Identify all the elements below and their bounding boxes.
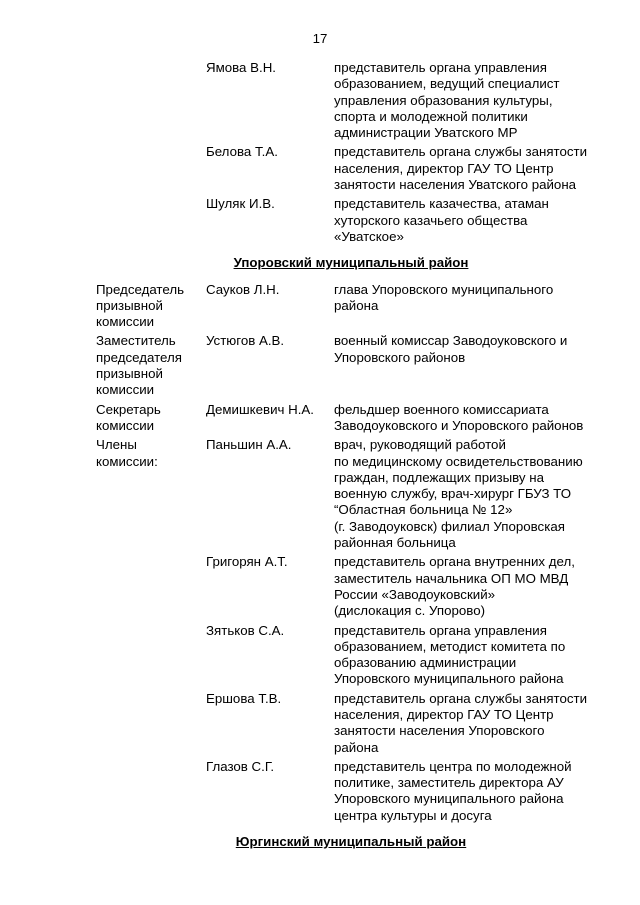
member-position [334,759,609,824]
member-position-line: центра культуры и досуга [334,807,492,823]
member-name: Зятьков С.А. [206,622,285,638]
member-row [96,333,616,398]
member-name: Демишкевич Н.А. [206,401,314,417]
member-position-line: представитель органа службы занятости [334,690,588,706]
member-position [334,623,609,688]
member-position-line: образованием, методист комитета по [334,638,566,654]
member-position-line: (дислокация с. Упорово) [334,603,486,619]
member-position-line: «Уватское» [334,228,404,244]
member-name: Шуляк И.В. [206,196,275,212]
member-position-line: Упоровского муниципального района [334,671,564,687]
member-role-line: призывной [96,297,163,313]
member-position [334,333,609,366]
member-position-line: врач, руководящий работой [334,437,506,453]
member-position-line: по медицинскому освидетельствованию [334,453,583,469]
member-position-line: Упоровского районов [334,349,466,365]
member-position-line: спорта и молодежной политики [334,108,528,124]
member-row [96,759,616,824]
member-position [334,437,609,551]
member-role-line: комиссии [96,417,155,433]
member-position-line: представитель органа службы занятости [334,144,588,160]
member-position-line: заместитель начальника ОП МО МВД [334,570,569,586]
page-number: 17 [312,31,328,46]
member-name: Паньшин А.А. [206,437,292,453]
member-position-line: образованию администрации [334,655,517,671]
member-position [334,554,609,619]
member-position-line: граждан, подлежащих призыву на [334,469,545,485]
member-role-line: Председатель [96,281,185,297]
member-position-line: района [334,297,379,313]
member-role-line: председателя [96,349,182,365]
member-name: Ершова Т.В. [206,690,282,706]
member-role-line: комиссии [96,314,155,330]
member-position-line: представитель органа внутренних дел, [334,554,575,570]
member-name: Григорян А.Т. [206,554,288,570]
member-row [96,144,616,193]
member-role-line: Секретарь [96,401,161,417]
member-position-line: занятости населения Упоровского [334,723,545,739]
member-position-line: населения, директор ГАУ ТО Центр [334,706,554,722]
member-row [96,60,616,141]
member-position-line: представитель органа управления [334,622,547,638]
member-role [96,282,206,331]
member-row [96,691,616,756]
member-role-line: Заместитель [96,333,176,349]
member-name: Ямова В.Н. [206,60,277,75]
member-row [96,437,616,551]
member-position [334,196,609,245]
member-role [96,402,206,435]
member-row [96,554,616,619]
rows-uporovsky [96,282,616,825]
member-position-line: “Областная больница № 12» [334,502,513,518]
member-position [334,60,609,141]
member-role [96,333,206,398]
rows-top [96,60,616,245]
member-role-line: призывной [96,366,163,382]
member-position-line: районная больница [334,535,456,551]
commission-list [96,60,616,860]
member-position-line: России «Заводоуковский» [334,586,496,602]
member-position-line: населения, директор ГАУ ТО Центр [334,160,554,176]
member-role-line: комиссии: [96,453,158,469]
member-position [334,144,609,193]
member-name: Белова Т.А. [206,144,278,160]
member-position-line: администрации Уватского МР [334,125,518,141]
member-role-line: Члены [96,437,137,453]
member-position-line: глава Упоровского муниципального [334,281,554,297]
member-position-line: хуторского казачьего общества [334,212,528,228]
member-role-line: комиссии [96,382,155,398]
member-position-line: Заводоуковского и Упоровского районов [334,417,584,433]
member-position-line: военную службу, врач-хирург ГБУЗ ТО [334,486,572,502]
member-position-line: Упоровского муниципального района [334,791,564,807]
member-role [96,437,206,470]
section-title-uporovsky: Упоровский муниципальный район [233,255,469,271]
member-position [334,282,609,315]
member-position-line: представитель казачества, атаман [334,196,549,212]
member-position-line: фельдшер военного комиссариата [334,401,549,417]
member-position-line: представитель органа управления [334,60,547,75]
member-name: Устюгов А.В. [206,333,285,349]
member-position [334,691,609,756]
member-position-line: военный комиссар Заводоуковского и [334,333,568,349]
member-name: Глазов С.Г. [206,758,275,774]
member-name: Сауков Л.Н. [206,281,280,297]
member-position-line: представитель центра по молодежной [334,758,572,774]
member-position-line: района [334,739,379,755]
member-position-line: занятости населения Уватского района [334,177,577,193]
member-position-line: образованием, ведущий специалист [334,76,560,92]
member-position [334,402,609,435]
member-row [96,282,616,331]
member-row [96,196,616,245]
member-position-line: (г. Заводоуковск) филиал Упоровская [334,518,565,534]
member-row [96,623,616,688]
member-position-line: управления образования культуры, [334,92,553,108]
section-title-yurginsky: Юргинский муниципальный район [235,834,467,850]
member-position-line: политике, заместитель директора АУ [334,775,564,791]
member-row [96,402,616,435]
